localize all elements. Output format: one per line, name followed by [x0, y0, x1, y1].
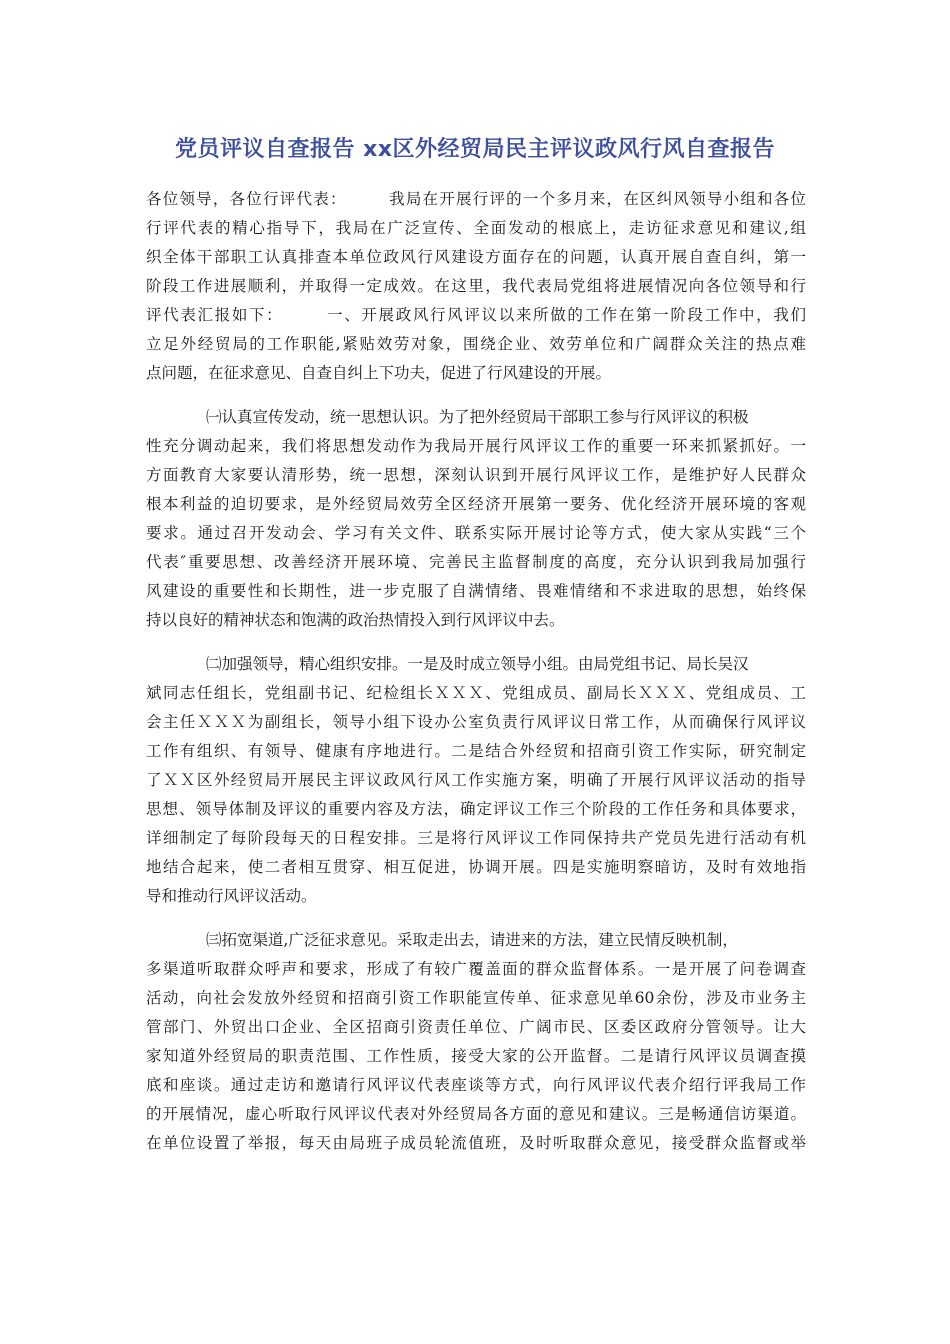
text-line: 风建设的重要性和长期性，进一步克服了自满情绪、畏难情绪和不求进取的思想，始终保	[146, 582, 806, 600]
text-line: 持以良好的精神状态和饱满的政治热情投入到行风评议中去。	[146, 611, 565, 629]
paragraph-publicity	[146, 403, 806, 635]
text-line: 会主任ＸＸＸ为副组长，领导小组下设办公室负责行风评议日常工作，从而确保行风评议	[146, 713, 806, 731]
text-line: 方面教育大家要认清形势，统一思想，深刻认识到开展行风评议工作，是维护好人民群众	[146, 466, 806, 484]
paragraph-leadership	[146, 650, 806, 911]
text-line: 各位领导，各位行评代表： 我局在开展行评的一个多月来，在区纠风领导小组和各位	[146, 190, 806, 208]
text-line: 多渠道听取群众呼声和要求，形成了有较广覆盖面的群众监督体系。一是开展了问卷调查	[146, 960, 806, 978]
text-line: 底和座谈。通过走访和邀请行风评议代表座谈等方式，向行风评议代表介绍行评我局工作	[146, 1076, 806, 1094]
text-line: 活动，向社会发放外经贸和招商引资工作职能宣传单、征求意见单60余份，涉及市业务主	[146, 989, 806, 1007]
document-body	[146, 185, 806, 1158]
text-line: ㈠认真宣传发动，统一思想认识。为了把外经贸局干部职工参与行风评议的积极	[206, 408, 749, 426]
text-line: 在单位设置了举报，每天由局班子成员轮流值班，及时听取群众意见，接受群众监督或举	[146, 1134, 806, 1152]
text-line: 代表″重要思想、改善经济开展环境、完善民主监督制度的高度，充分认识到我局加强行	[146, 553, 806, 571]
document-title: 党员评议自查报告 xx区外经贸局民主评议政风行风自查报告	[174, 137, 776, 162]
text-line: 立足外经贸局的工作职能,紧贴效劳对象，围绕企业、效劳单位和广阔群众关注的热点难	[146, 335, 806, 353]
text-line: 根本利益的迫切要求，是外经贸局效劳全区经济开展第一要务、优化经济开展环境的客观	[146, 495, 806, 513]
text-line: 评代表汇报如下： 一、开展政风行风评议以来所做的工作在第一阶段工作中，我们	[146, 306, 806, 324]
text-line: 思想、领导体制及评议的重要内容及方法，确定评议工作三个阶段的工作任务和具体要求，	[146, 800, 806, 818]
text-line: 详细制定了每阶段每天的日程安排。三是将行风评议工作同保持共产党员先进行活动有机	[146, 829, 806, 847]
text-line: 性充分调动起来，我们将思想发动作为我局开展行风评议工作的重要一环来抓紧抓好。一	[146, 437, 806, 455]
text-line: 阶段工作进展顺利，并取得一定成效。在这里，我代表局党组将进展情况向各位领导和行	[146, 277, 806, 295]
text-line: ㈡加强领导，精心组织安排。一是及时成立领导小组。由局党组书记、局长吴汉	[206, 655, 749, 673]
text-line: 织全体干部职工认真排查本单位政风行风建设方面存在的问题，认真开展自查自纠，第一	[146, 248, 806, 266]
text-line: 点问题，在征求意见、自查自纠上下功夫，促进了行风建设的开展。	[146, 364, 612, 382]
text-line: 斌同志任组长，党组副书记、纪检组长ＸＸＸ、党组成员、副局长ＸＸＸ、党组成员、工	[146, 684, 806, 702]
text-line: 要求。通过召开发动会、学习有关文件、联系实际开展讨论等方式，使大家从实践“三个	[146, 524, 806, 542]
text-line: 行评代表的精心指导下，我局在广泛宣传、全面发动的根底上，走访征求意见和建议,组	[146, 219, 806, 237]
text-line: 地结合起来，使二者相互贯穿、相互促进，协调开展。四是实施明察暗访，及时有效地指	[146, 858, 806, 876]
text-line: 家知道外经贸局的职责范围、工作性质，接受大家的公开监督。二是请行风评议员调查摸	[146, 1047, 806, 1065]
text-line: 工作有组织、有领导、健康有序地进行。二是结合外经贸和招商引资工作实际，研究制定	[146, 742, 806, 760]
text-line: 导和推动行风评议活动。	[146, 887, 317, 905]
text-line: ㈢拓宽渠道,广泛征求意见。采取走出去，请进来的方法，建立民情反映机制，	[206, 931, 738, 949]
text-line: 了ＸＸ区外经贸局开展民主评议政风行风工作实施方案，明确了开展行风评议活动的指导	[146, 771, 806, 789]
text-line: 管部门、外贸出口企业、全区招商引资责任单位、广阔市民、区委区政府分管领导。让大	[146, 1018, 806, 1036]
paragraph-intro	[146, 185, 806, 388]
text-line: 的开展情况，虚心听取行风评议代表对外经贸局各方面的意见和建议。三是畅通信访渠道。	[146, 1105, 806, 1123]
paragraph-channels	[146, 926, 806, 1158]
